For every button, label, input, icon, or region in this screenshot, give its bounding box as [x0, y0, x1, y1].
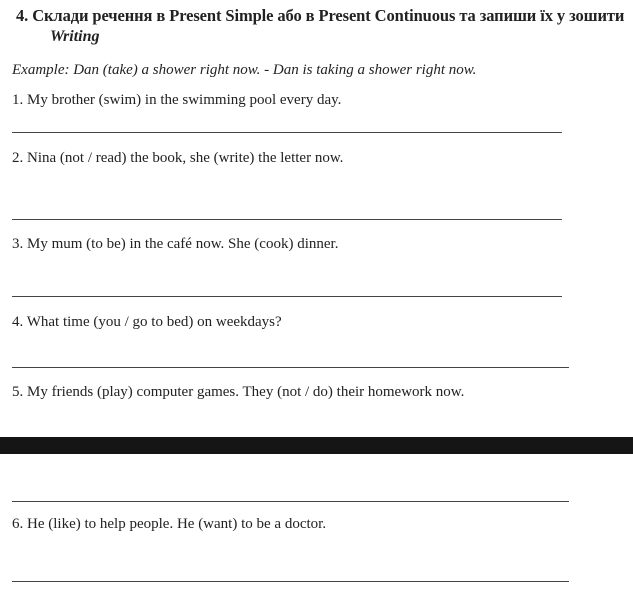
exercise-item-3: 3. My mum (to be) in the café now. She (cook) dinner.	[12, 236, 339, 252]
answer-line-5	[12, 501, 569, 502]
answer-line-4	[12, 367, 569, 368]
exercise-item-1: 1. My brother (swim) in the swimming pool every day.	[12, 92, 342, 108]
exercise-item-5: 5. My friends (play) computer games. They (not / do) their homework now.	[12, 384, 465, 400]
answer-line-1	[12, 132, 562, 133]
scan-dark-band	[0, 437, 633, 454]
exercise-item-2: 2. Nina (not / read) the book, she (write) the letter now.	[12, 150, 344, 166]
answer-line-3	[12, 296, 562, 297]
task-subheading: Writing	[50, 28, 100, 45]
answer-line-6	[12, 581, 569, 582]
example-sentence: Example: Dan (take) a shower right now. - Dan is taking a shower right now.	[12, 62, 477, 78]
exercise-item-6: 6. He (like) to help people. He (want) to be a doctor.	[12, 516, 327, 532]
exercise-item-4: 4. What time (you / go to bed) on weekdays?	[12, 314, 282, 330]
task-heading: 4. Склади речення в Present Simple або в Present Continuous та запиши їх у зошити	[16, 6, 625, 25]
answer-line-2	[12, 219, 562, 220]
